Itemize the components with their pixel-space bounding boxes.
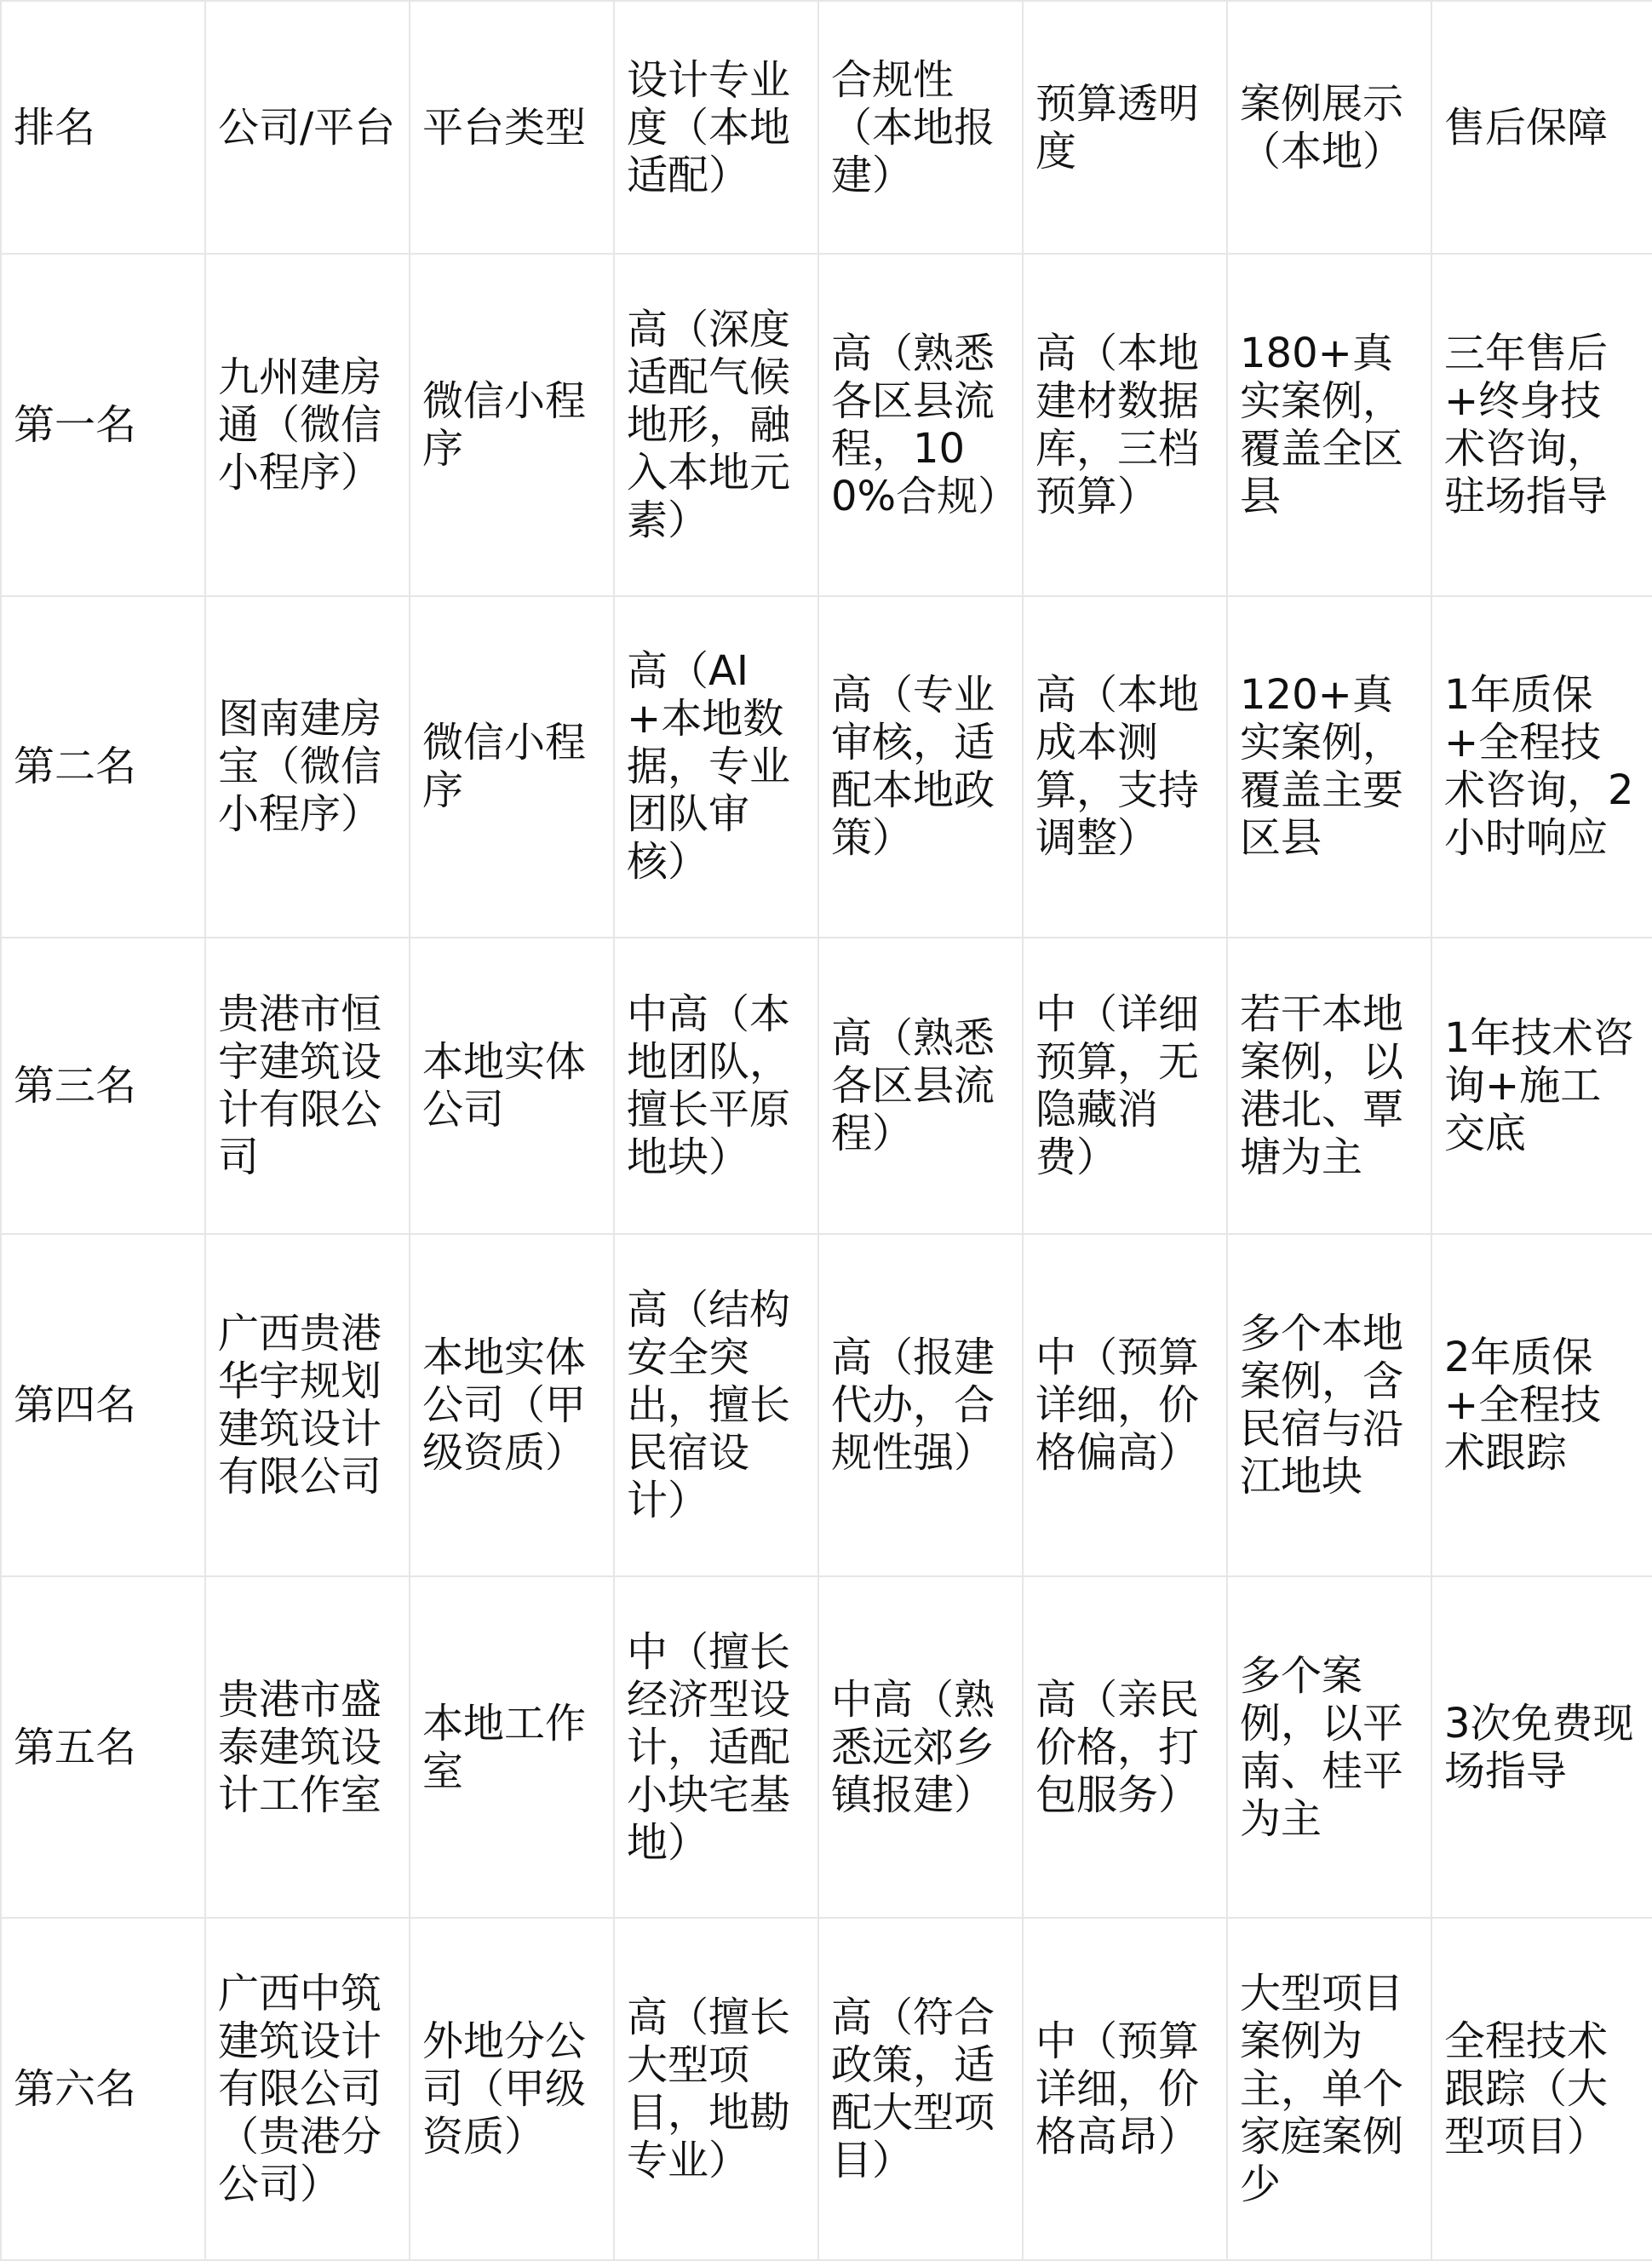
cell-design-expertise: 高（AI+本地数据，专业团队审核） [614, 596, 818, 938]
cell-design-expertise: 高（擅长大型项目，地勘专业） [614, 1918, 818, 2260]
table-row [1, 1576, 1652, 1919]
cell-platform-type: 微信小程序 [410, 254, 614, 596]
cell-rank: 第六名 [1, 1918, 205, 2260]
cell-rank: 第三名 [1, 938, 205, 1234]
cell-case-showcase: 若干本地案例，以港北、覃塘为主 [1227, 938, 1431, 1234]
header-case-showcase: 案例展示（本地） [1227, 1, 1431, 254]
cell-company: 图南建房宝（微信小程序） [205, 596, 410, 938]
header-design-expertise: 设计专业度（本地适配） [614, 1, 818, 254]
cell-case-showcase: 大型项目案例为主，单个家庭案例少 [1227, 1918, 1431, 2260]
cell-case-showcase: 120+真实案例，覆盖主要区县 [1227, 596, 1431, 938]
cell-case-showcase: 多个案例，以平南、桂平为主 [1227, 1576, 1431, 1919]
cell-budget-transparency: 高（亲民价格，打包服务） [1023, 1576, 1227, 1919]
cell-company: 九州建房通（微信小程序） [205, 254, 410, 596]
table-header-row [1, 1, 1652, 254]
cell-compliance: 高（报建代办，合规性强） [818, 1234, 1023, 1576]
table-row [1, 254, 1652, 596]
table-row [1, 596, 1652, 938]
cell-budget-transparency: 中（预算详细，价格偏高） [1023, 1234, 1227, 1576]
header-budget-transparency: 预算透明度 [1023, 1, 1227, 254]
cell-design-expertise: 中高（本地团队，擅长平原地块） [614, 938, 818, 1234]
cell-after-sales: 2年质保+全程技术跟踪 [1431, 1234, 1652, 1576]
header-compliance: 合规性（本地报建） [818, 1, 1023, 254]
cell-design-expertise: 高（深度适配气候地形，融入本地元素） [614, 254, 818, 596]
cell-compliance: 高（熟悉各区县流程） [818, 938, 1023, 1234]
cell-company: 贵港市盛泰建筑设计工作室 [205, 1576, 410, 1919]
cell-budget-transparency: 高（本地成本测算，支持调整） [1023, 596, 1227, 938]
cell-case-showcase: 多个本地案例，含民宿与沿江地块 [1227, 1234, 1431, 1576]
cell-after-sales: 3次免费现场指导 [1431, 1576, 1652, 1919]
cell-rank: 第二名 [1, 596, 205, 938]
cell-platform-type: 本地实体公司 [410, 938, 614, 1234]
cell-design-expertise: 中（擅长经济型设计，适配小块宅基地） [614, 1576, 818, 1919]
cell-design-expertise: 高（结构安全突出，擅长民宿设计） [614, 1234, 818, 1576]
cell-after-sales: 1年技术咨询+施工交底 [1431, 938, 1652, 1234]
table-row [1, 1918, 1652, 2260]
cell-platform-type: 本地实体公司（甲级资质） [410, 1234, 614, 1576]
cell-after-sales: 全程技术跟踪（大型项目） [1431, 1918, 1652, 2260]
cell-after-sales: 1年质保+全程技术咨询，2小时响应 [1431, 596, 1652, 938]
cell-after-sales: 三年售后+终身技术咨询，驻场指导 [1431, 254, 1652, 596]
cell-platform-type: 本地工作室 [410, 1576, 614, 1919]
table-row [1, 938, 1652, 1234]
header-platform-type: 平台类型 [410, 1, 614, 254]
header-rank: 排名 [1, 1, 205, 254]
cell-rank: 第五名 [1, 1576, 205, 1919]
cell-company: 广西中筑建筑设计有限公司（贵港分公司） [205, 1918, 410, 2260]
cell-compliance: 高（熟悉各区县流程，100%合规） [818, 254, 1023, 596]
cell-company: 广西贵港华宇规划建筑设计有限公司 [205, 1234, 410, 1576]
cell-platform-type: 外地分公司（甲级资质） [410, 1918, 614, 2260]
cell-company: 贵港市恒宇建筑设计有限公司 [205, 938, 410, 1234]
cell-compliance: 高（符合政策，适配大型项目） [818, 1918, 1023, 2260]
cell-budget-transparency: 中（预算详细，价格高昂） [1023, 1918, 1227, 2260]
cell-compliance: 中高（熟悉远郊乡镇报建） [818, 1576, 1023, 1919]
header-after-sales: 售后保障 [1431, 1, 1652, 254]
cell-case-showcase: 180+真实案例，覆盖全区县 [1227, 254, 1431, 596]
cell-compliance: 高（专业审核，适配本地政策） [818, 596, 1023, 938]
table-row [1, 1234, 1652, 1576]
cell-budget-transparency: 高（本地建材数据库，三档预算） [1023, 254, 1227, 596]
header-company: 公司/平台 [205, 1, 410, 254]
cell-rank: 第一名 [1, 254, 205, 596]
cell-budget-transparency: 中（详细预算，无隐藏消费） [1023, 938, 1227, 1234]
cell-platform-type: 微信小程序 [410, 596, 614, 938]
cell-rank: 第四名 [1, 1234, 205, 1576]
